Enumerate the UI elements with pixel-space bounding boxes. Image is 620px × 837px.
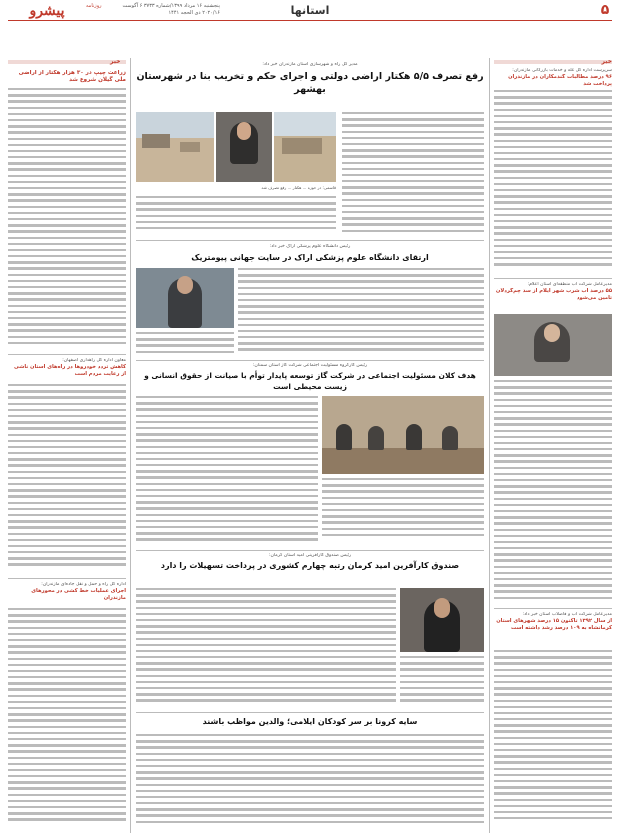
right-column-label: خبر xyxy=(601,58,612,65)
right-article-2-body xyxy=(494,380,612,605)
right-kicker-2: مدیرعامل شرکت آب منطقه‌ای استان اعلام: xyxy=(527,282,612,287)
main-headline: رفع تصرف ۵/۵ هکتار اراضی دولتی و اجرای حکم و تخریب بنا در شهرستان بهشهر xyxy=(136,71,484,95)
main-article-body-lower xyxy=(136,196,336,236)
arak-headline: ارتقای دانشگاه علوم پزشکی اراک در سایت جهانی پیومتریک xyxy=(191,253,429,262)
gas-article-body-right xyxy=(322,478,484,544)
right-headline-1: ۹۶ درصد مطالبات گندمکاران در مازندران پرداخت شد xyxy=(508,74,612,87)
left-article-2-body xyxy=(8,384,126,574)
right-column-bar xyxy=(494,60,612,64)
left-article-3-body xyxy=(8,608,126,830)
right-article-3-body xyxy=(494,650,612,830)
right-separator-2 xyxy=(494,608,612,609)
center-separator-2 xyxy=(136,360,484,361)
arak-photo-official xyxy=(136,268,234,328)
main-photo-caption: قاسمی: در حوزه ... هکتار ... رفع تصرف شد xyxy=(261,185,336,190)
left-kicker-3: اداره کل راه و حمل و نقل جاده‌ای مازندران: xyxy=(41,582,126,587)
ilam-article-body xyxy=(136,734,484,830)
main-photo-official xyxy=(216,112,272,182)
left-headline-1: زراعت چیپ در ۳۰ هزار هکتار از اراضی ملی گیلان شروع شد xyxy=(18,70,126,83)
right-separator-1 xyxy=(494,278,612,279)
left-headline-3: اجرای عملیات خط کشی در محورهای مازندران xyxy=(31,588,126,601)
date-line: پنجشنبه ۱۶ مرداد ۱۳۹۹/شماره ۳۷۳۳ ۶ آگوست ۲۰۲۰/۱۶ ذی الحجه ۱۴۴۱ xyxy=(122,3,220,16)
center-separator-1 xyxy=(136,240,484,241)
gas-article-body-left xyxy=(136,396,318,544)
right-headline-3: از سال ۱۳۹۲ تاکنون ۱۵ درصد شهرهای استان کرمانشاه به ۱۰۹ درصد رشد داشته است xyxy=(496,618,612,631)
right-photo-official xyxy=(494,314,612,376)
main-photo-land-2 xyxy=(274,112,336,182)
right-kicker-1: سرپرست اداره کل غله و خدمات بازرگانی مازندران: xyxy=(512,68,612,73)
kerman-article-body xyxy=(136,588,396,708)
main-kicker: مدیر کل راه و شهرسازی استان مازندران خبر داد: xyxy=(262,62,358,67)
kerman-headline: صندوق کارآفرین امید کرمان رتبه چهارم کشوری در پرداخت تسهیلات را دارد xyxy=(160,561,460,570)
arak-photo-caption-text xyxy=(136,332,234,356)
left-kicker-2: معاون اداره کل راهداری اصفهان: xyxy=(62,358,126,363)
center-separator-4 xyxy=(136,712,484,713)
main-photo-land-1 xyxy=(136,112,214,182)
center-separator-3 xyxy=(136,550,484,551)
kerman-kicker: رئیس صندوق کارآفرینی امید استان کرمان: xyxy=(268,553,352,558)
divider-right xyxy=(489,58,490,833)
arak-article-body xyxy=(238,268,484,356)
left-separator-2 xyxy=(8,578,126,579)
main-article-body xyxy=(342,112,484,236)
section-title: استانها xyxy=(290,4,330,17)
left-column-bar xyxy=(8,60,126,64)
right-kicker-3: مدیرعامل شرکت آب و فاضلاب استان خبر داد: xyxy=(522,612,612,617)
gas-headline: هدف کلان مسئولیت اجتماعی در شرکت گاز توسعه پایدار توأم با صیانت از حقوق انسانی و زیست محیطی است xyxy=(144,371,476,391)
left-article-1-body xyxy=(8,88,126,350)
divider-left xyxy=(130,58,131,833)
page-number: ۵ xyxy=(600,2,610,18)
left-column-label: خبر xyxy=(110,58,121,65)
kerman-article-body-right xyxy=(400,656,484,708)
ilam-headline: سایه کرونا بر سر کودکان ایلامی؛ والدین مواظب باشند xyxy=(202,717,418,726)
gas-kicker: رئیس کارگروه مسئولیت اجتماعی شرکت گاز استان سمنان: xyxy=(252,363,368,368)
gas-photo-meeting xyxy=(322,396,484,474)
page-header xyxy=(0,0,620,22)
right-headline-2: ۵۵ درصد آب شرب شهر ایلام از سد چم‌گردلان تامین می‌شود xyxy=(495,288,612,301)
newspaper-logo: پیشرو xyxy=(29,3,65,19)
kerman-photo-official xyxy=(400,588,484,652)
arak-kicker: رئیس دانشگاه علوم پزشکی اراک خبر داد: xyxy=(269,244,351,249)
newspaper-logo-prefix: روزنامه xyxy=(86,3,102,9)
right-article-1-body xyxy=(494,90,612,275)
left-headline-2: کاهش تردد خودروها در راه‌های استان ناشی از رعایت مردم است xyxy=(13,364,126,377)
left-separator-1 xyxy=(8,354,126,355)
